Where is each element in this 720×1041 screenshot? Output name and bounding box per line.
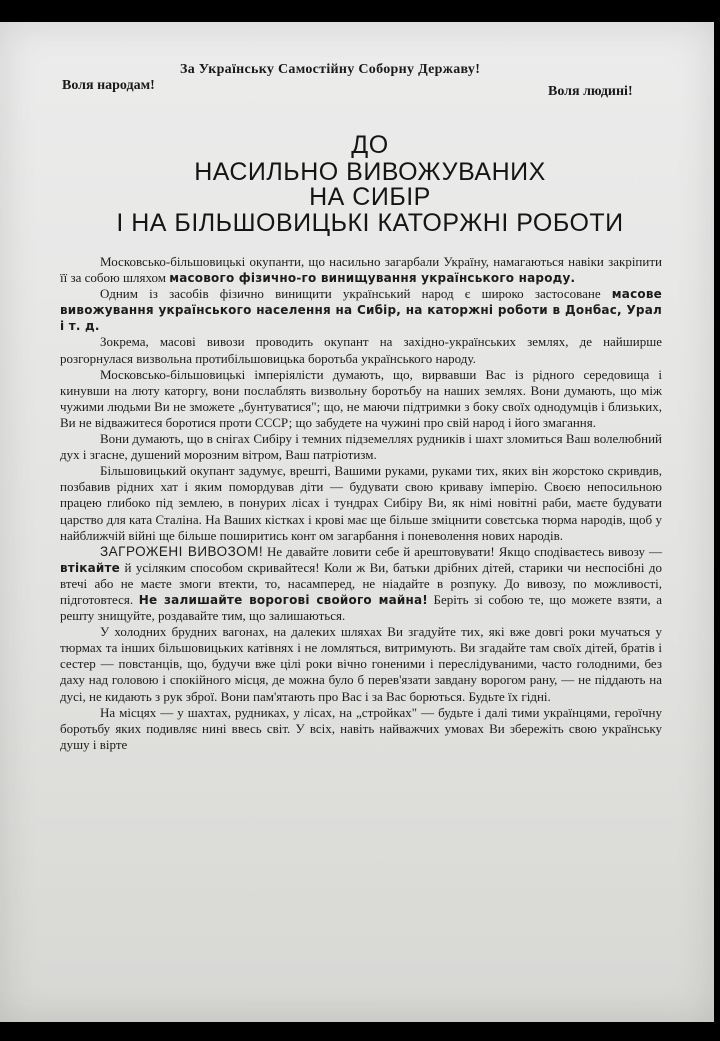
paragraph-1 xyxy=(60,254,662,286)
paragraph-4: Московсько-більшовицькі імперіялісти думають, що, вирвавши Вас із рідного середовища і кинувши на люту каторгу, вони послаблять визвольну боротьбу на наших землях. Вони думають, що між чужими людьми Ви не зможете „бунтуватися"; що, не маючи підтримки з боку своїх однодумців і близьких, Ви не відважитеся боротися проти СССР; що забудете на чужині про свій народ і його змагання. xyxy=(60,366,662,430)
slogan-right: Воля людині! xyxy=(548,84,633,99)
paragraph-2-text: Одним із засобів фізично винищити український народ є широко застосоване xyxy=(100,286,612,302)
paragraph-1-emphasis: масового фізично-го винищування українського народу. xyxy=(169,271,576,286)
leaflet-body xyxy=(60,254,662,753)
title-line-1: ДО xyxy=(351,131,389,159)
paragraph-1-text: Московсько-більшовицькі окупанти, що насильно загарбали Україну, намагаються навіки закріпити її за собою шляхом xyxy=(60,254,662,286)
paragraph-9: На місцях — у шахтах, рудниках, у лісах, на „стройках" — будьте і далі тими українцями, героїчну боротьбу яких подивляє нині ввесь світ. У всіх, навіть найважчих умовах Ви збережіть свою українську душу і вірте xyxy=(60,704,662,752)
title-line-3: НА СИБІР xyxy=(309,183,431,211)
leaflet-page xyxy=(0,22,714,1022)
paragraph-7-text-a: Не давайте ловити себе й арештовувати! Якщо сподіваєтесь вивозу — xyxy=(263,543,662,559)
paragraph-7-text-b: й усіляким способом скривайтеся! Коли ж Ви, батьки дрібних дітей, старики чи неспосібні до втечі або не маєте змоги втекти, то, насамперед, не ніадайте в розпуку. До вивозу, по можливості, підготовтеся. xyxy=(60,559,662,607)
paragraph-2 xyxy=(60,286,662,334)
slogan-center: За Українську Самостійну Соборну Державу! xyxy=(180,62,481,77)
paragraph-7-heading: ЗАГРОЖЕНІ ВИВОЗОМ! xyxy=(100,543,264,559)
paragraph-3: Зокрема, масові вивози проводить окупант на західно-українських землях, де найширше розгорнулася визвольна протибільшовицька боротьба українського народу. xyxy=(60,334,662,366)
paragraph-7-emphasis-b: Не залишайте ворогові свойого майна! xyxy=(138,592,428,607)
slogan-left: Воля народам! xyxy=(62,78,155,93)
paragraph-2-emphasis: масове вивожування українського населення на Сибір, на каторжні роботи в Донбас, Урал і т. д. xyxy=(60,287,662,334)
title-line-4: І НА БІЛЬШОВИЦЬКІ КАТОРЖНІ РОБОТИ xyxy=(116,209,624,237)
paragraph-7 xyxy=(60,544,662,624)
paragraph-8: У холодних брудних вагонах, на далеких шляхах Ви згадуйте тих, які вже довгі роки мучаться у тюрмах та інших більшовицьких катівнях і не ломляться, витримують. Ви згадайте там своїх дітей, братів і сестер — повстанців, що, будучи вже цілі роки вічно гоненими і переслідуваними, часто голодними, без даху над головою і спокійного місця, де можна було б перев'язати завдану ворогом рану, — не піддають на дусі, не кидають з рук зброї. Вони пам'ятають про Вас і за Вас борються. Будьте їх гідні. xyxy=(60,624,662,704)
paragraph-5: Вони думають, що в снігах Сибіру і темних підземеллях рудників і шахт зломиться Ваш волелюбний дух і згасне, душений морозним вітром, Ваш патріотизм. xyxy=(60,431,662,463)
paragraph-7-text-c: Беріть зі собою те, що можете взяти, а решту знищуйте, роздавайте тим, що залишаються. xyxy=(60,591,663,624)
title-line-2: НАСИЛЬНО ВИВОЖУВАНИХ xyxy=(194,158,546,186)
paragraph-7-emphasis-a: втікайте xyxy=(60,560,121,575)
paragraph-6: Більшовицький окупант задумує, врешті, Вашими руками, руками тих, яких він жорстоко скривдив, позбавив рідних хат і яким помордував діти — будувати свою криваву імперію. Своєю непосильною працею глибоко під землею, в понурих лісах і тундрах Сибіру Ви, як німі новітні раби, маєте будувати царство для ката Сталіна. На Ваших кістках і крові має ще більше зміцнити совєтська тюрма народів, щоб у найближчій війні ще більше поширитись конт ом загарбання і поневолення нових народів. xyxy=(60,463,662,543)
bottom-bar xyxy=(0,1022,720,1041)
